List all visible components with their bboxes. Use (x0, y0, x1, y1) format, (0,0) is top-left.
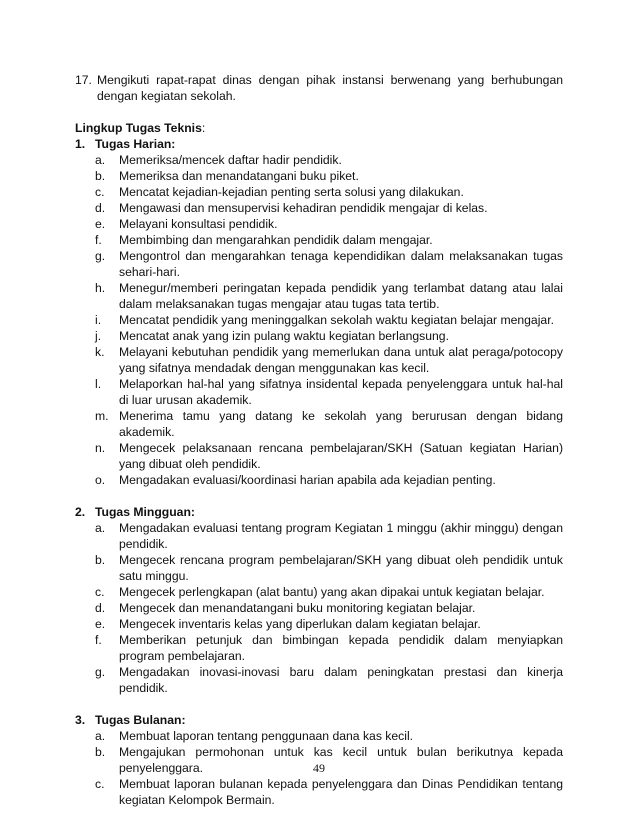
list-item (95, 328, 563, 344)
item-letter: b. (95, 553, 106, 567)
list-item (95, 344, 563, 376)
item-letter: n. (95, 441, 106, 455)
list-item (95, 184, 563, 200)
list-item (95, 632, 563, 664)
item-text: Mengadakan inovasi-inovasi baru dalam peningkatan prestasi dan kinerja pendidik. (119, 665, 563, 695)
item-letter: d. (95, 601, 106, 615)
item-text: Mengecek dan menandatangani buku monitoring kegiatan belajar. (119, 601, 476, 615)
item-text: Melayani kebutuhan pendidik yang memerlukan dana untuk alat peraga/potocopy yang sifatnya mendadak dengan menggunakan kas kecil. (119, 345, 563, 375)
list-item (95, 600, 563, 616)
item-letter: l. (95, 377, 102, 391)
item-text: Membimbing dan mengarahkan pendidik dalam mengajar. (119, 233, 433, 247)
scope-heading (75, 120, 563, 136)
item-text: Mengontrol dan mengarahkan tenaga kependidikan dalam melaksanakan tugas sehari-hari. (119, 249, 563, 279)
section-spacer (75, 488, 563, 504)
item-text: Mengecek inventaris kelas yang diperlukan dalam kegiatan belajar. (119, 617, 481, 631)
item-text: Memeriksa dan menandatangani buku piket. (119, 169, 359, 183)
item-letter: b. (95, 745, 106, 759)
list-item (95, 440, 563, 472)
section-heading (75, 504, 563, 520)
item-letter: c. (95, 585, 105, 599)
item-text: Melaporkan hal-hal yang sifatnya insidental kepada penyelenggara untuk hal-hal di luar urusan akademik. (119, 377, 563, 407)
list-item (95, 776, 563, 808)
list-item (95, 152, 563, 168)
scope-suffix: : (201, 121, 206, 135)
sections-container (75, 136, 563, 808)
document-body (75, 72, 563, 808)
item-letter: g. (95, 249, 106, 263)
item-text: Mengikuti rapat-rapat dinas dengan pihak instansi berwenang yang berhubungan dengan kegiatan sekolah. (97, 73, 563, 103)
item-letter: j. (95, 329, 102, 343)
item-text: Mengecek perlengkapan (alat bantu) yang akan dipakai untuk kegiatan belajar. (119, 585, 545, 599)
list-item (95, 376, 563, 408)
item-letter: a. (95, 729, 106, 743)
item-text: Mengecek pelaksanaan rencana pembelajaran/SKH (Satuan kegiatan Harian) yang dibuat oleh pendidik. (119, 441, 563, 471)
item-text: Memberikan petunjuk dan bimbingan kepada pendidik dalam menyiapkan program pembelajaran. (119, 633, 563, 663)
item-text: Mengawasi dan mensupervisi kehadiran pendidik mengajar di kelas. (119, 201, 488, 215)
list-item (95, 552, 563, 584)
section-spacer (75, 696, 563, 712)
list-item (95, 168, 563, 184)
item-letter: e. (95, 617, 106, 631)
scope-title: Lingkup Tugas Teknis (75, 121, 202, 135)
item-letter: c. (95, 185, 105, 199)
item-letter: h. (95, 281, 106, 295)
section-number: 3. (75, 713, 86, 727)
item-letter: a. (95, 521, 106, 535)
item-letter: k. (95, 345, 105, 359)
item-text: Mengajukan permohonan untuk kas kecil untuk bulan berikutnya kepada penyelenggara. (119, 745, 563, 775)
item-letter: i. (95, 313, 102, 327)
list-item (95, 616, 563, 632)
item-text: Melayani konsultasi pendidik. (119, 217, 278, 231)
list-item (95, 664, 563, 696)
section-number: 2. (75, 505, 86, 519)
item-text: Mengecek rencana program pembelajaran/SKH yang dibuat oleh pendidik untuk satu minggu. (119, 553, 563, 583)
list-item (95, 248, 563, 280)
list-item (95, 584, 563, 600)
list-item (95, 200, 563, 216)
item-text: Menerima tamu yang datang ke sekolah yang berurusan dengan bidang akademik. (119, 409, 563, 439)
item-letter: g. (95, 665, 106, 679)
list-item (95, 408, 563, 440)
section-title: Tugas Mingguan: (95, 505, 195, 519)
list-item (95, 280, 563, 312)
item-letter: m. (95, 409, 109, 423)
item-letter: f. (95, 233, 102, 247)
item-text: Mencatat anak yang izin pulang waktu kegiatan berlangsung. (119, 329, 449, 343)
list-item (95, 312, 563, 328)
item-letter: e. (95, 217, 106, 231)
item-text: Menegur/memberi peringatan kepada pendidik yang terlambat datang atau lalai dalam melaksanakan tugas mengajar atau tugas tata tertib. (119, 281, 563, 311)
item-text: Membuat laporan bulanan kepada penyelenggara dan Dinas Pendidikan tentang kegiatan Kelompok Bermain. (119, 777, 563, 807)
item-text: Mencatat kejadian-kejadian penting serta solusi yang dilakukan. (119, 185, 464, 199)
item-text: Membuat laporan tentang penggunaan dana kas kecil. (119, 729, 414, 743)
item-letter: o. (95, 473, 106, 487)
section-title: Tugas Bulanan: (95, 713, 186, 727)
section-heading (75, 136, 563, 152)
list-item (95, 520, 563, 552)
item-text: Mengadakan evaluasi/koordinasi harian apabila ada kejadian penting. (119, 473, 496, 487)
item-text: Mencatat pendidik yang meninggalkan sekolah waktu kegiatan belajar mengajar. (119, 313, 554, 327)
section-title: Tugas Harian: (95, 137, 176, 151)
section-number: 1. (75, 137, 86, 151)
page-number: 49 (313, 761, 325, 775)
item-letter: f. (95, 633, 102, 647)
item-number: 17. (75, 73, 92, 87)
item-text: Memeriksa/mencek daftar hadir pendidik. (119, 153, 342, 167)
list-item-17 (75, 72, 563, 104)
list-item (95, 216, 563, 232)
item-letter: d. (95, 201, 106, 215)
list-item (95, 728, 563, 744)
item-letter: c. (95, 777, 105, 791)
item-text: Mengadakan evaluasi tentang program Kegiatan 1 minggu (akhir minggu) dengan pendidik. (119, 521, 563, 551)
item-letter: b. (95, 169, 106, 183)
list-item (95, 232, 563, 248)
list-item (95, 472, 563, 488)
item-letter: a. (95, 153, 106, 167)
section-heading (75, 712, 563, 728)
